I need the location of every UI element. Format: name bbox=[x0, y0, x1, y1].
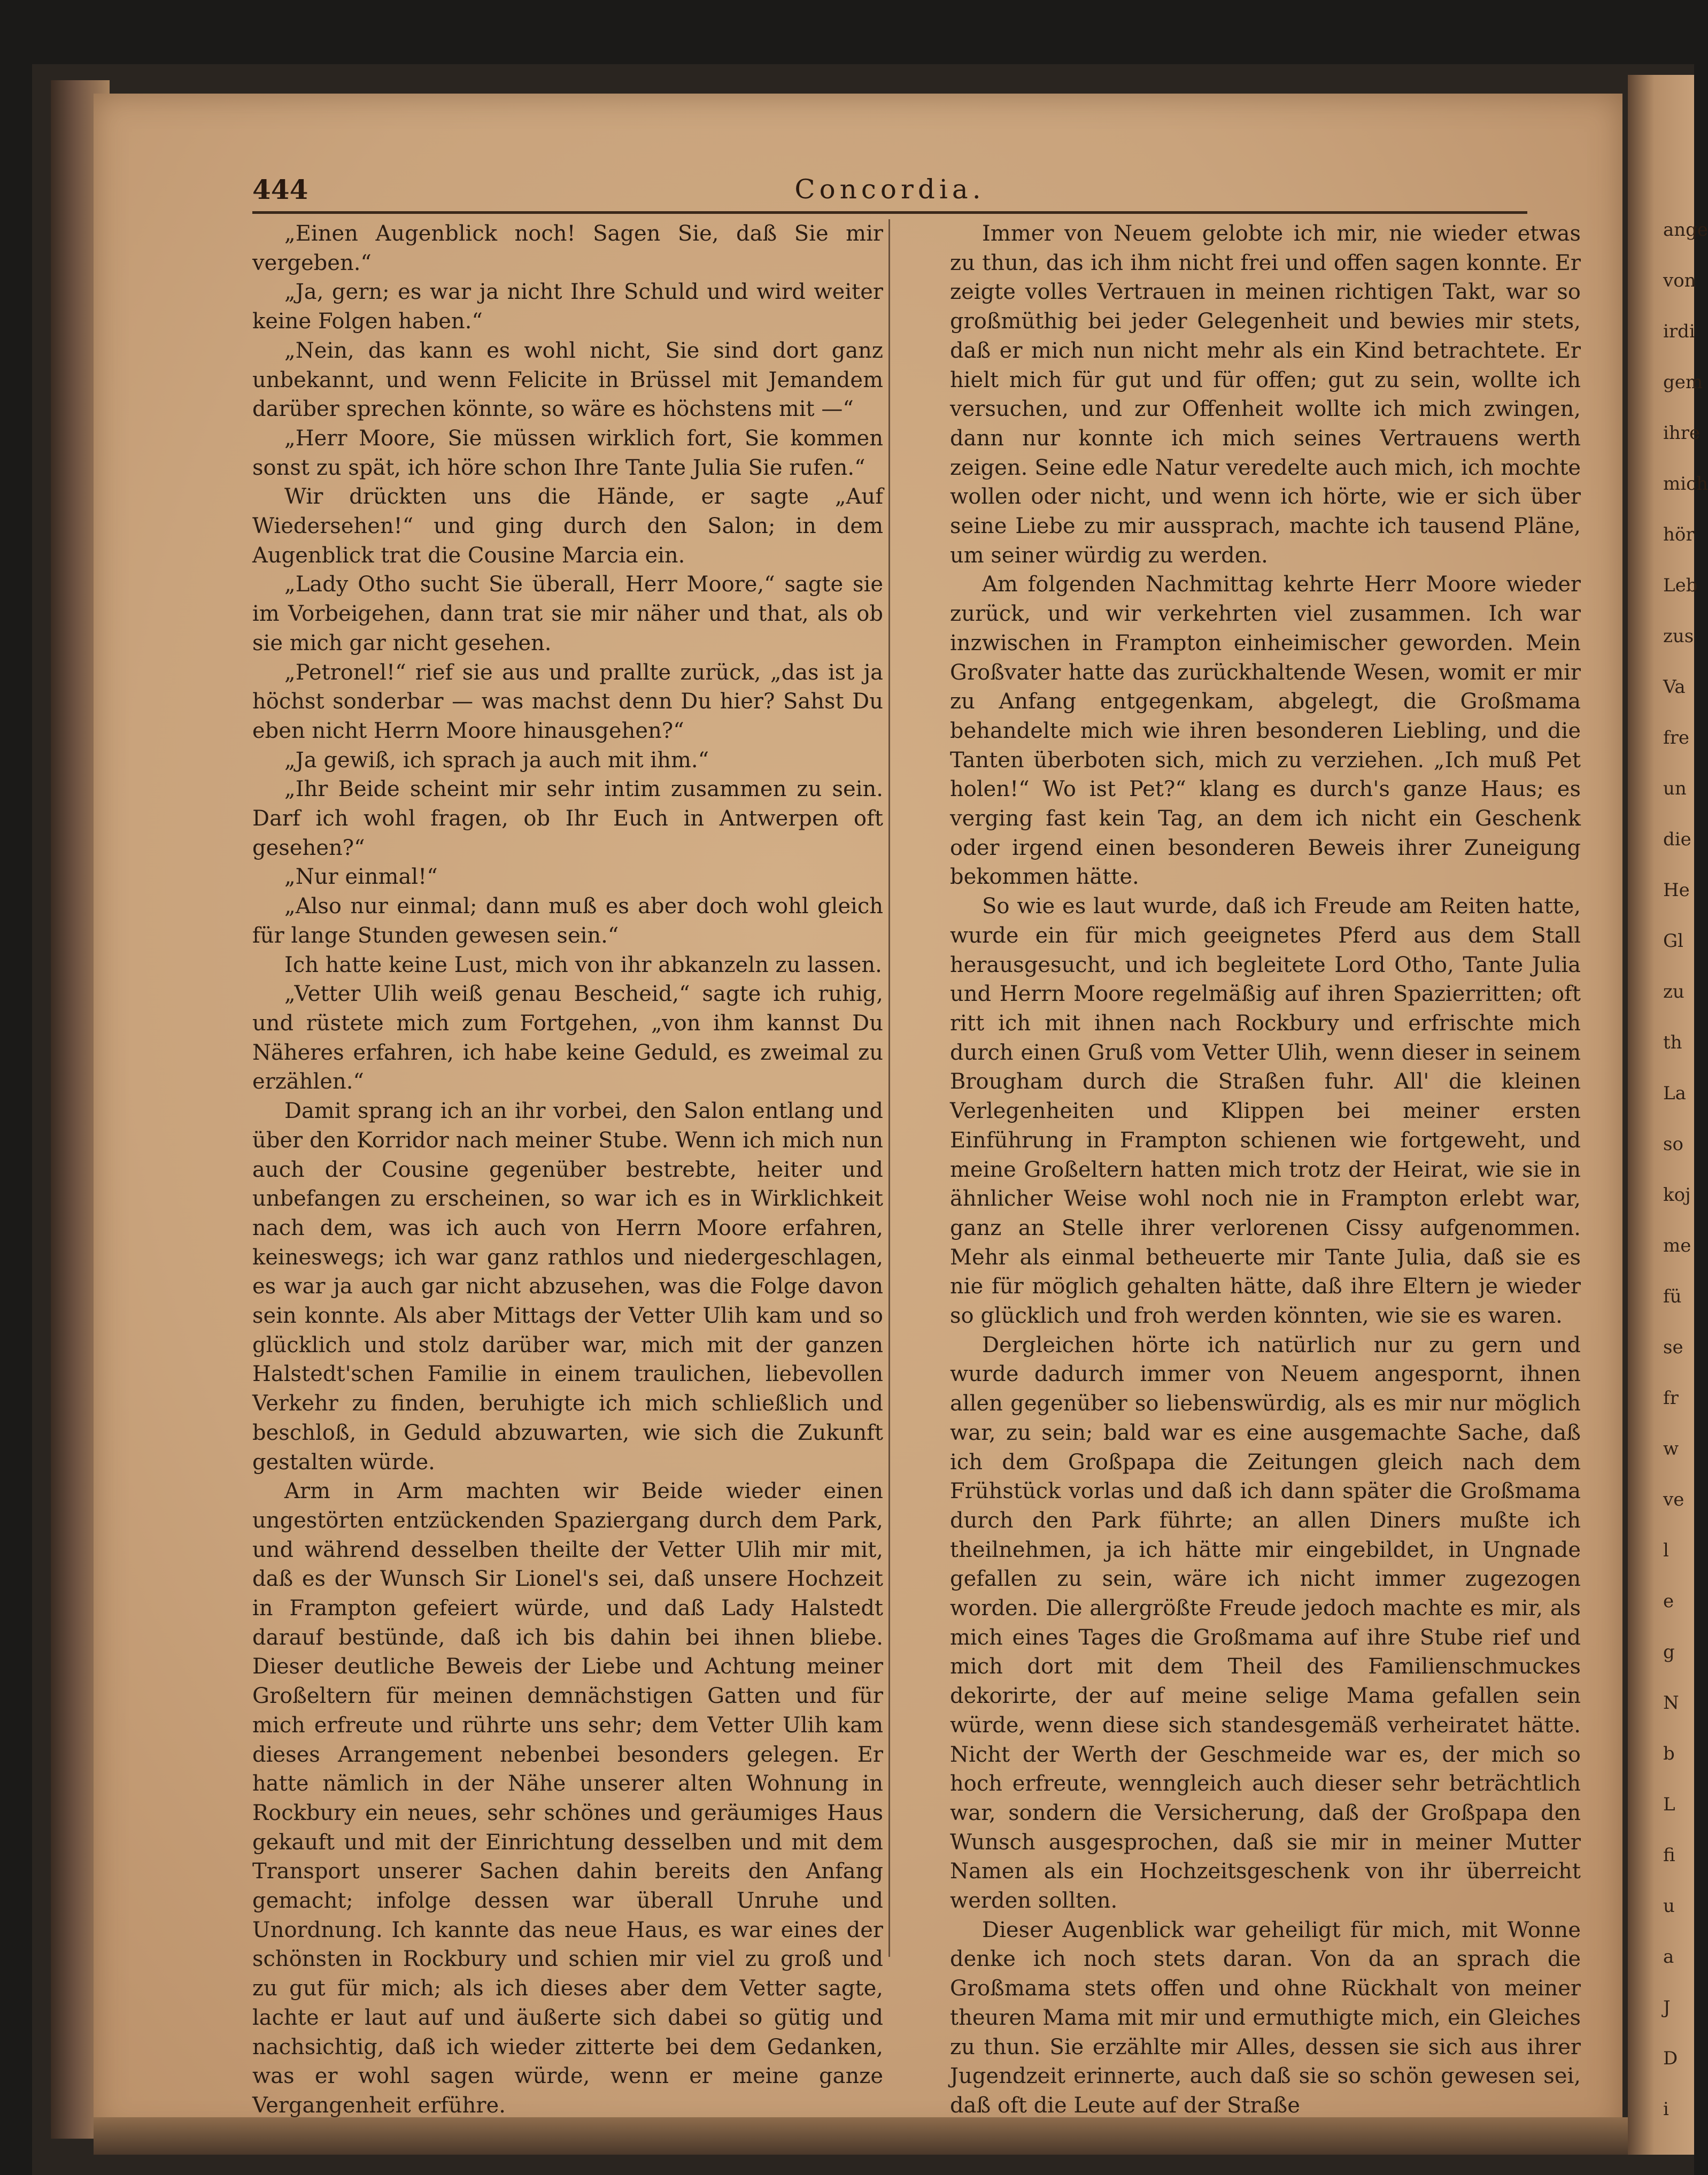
column-divider bbox=[888, 219, 890, 1957]
next-page-text-fragment: L bbox=[1663, 1794, 1675, 1815]
paragraph: Am folgenden Nachmittag kehrte Herr Moore wieder zurück, und wir verkehrten viel zusammen. Ich war inzwischen in Frampton einheimischer geworden. Mein Großvater hatte das zurückhaltende Wesen, womit er mir zu Anfang entgegenkam, abgelegt, die Großmama behandelte mich wie ihren besonderen Liebling, und die Tanten überboten sich, mich zu verziehen. „Ich muß Pet holen!“ Wo ist Pet?“ klang es durch's ganze Haus; es verging fast kein Tag, an dem ich nicht ein Geschenk oder irgend einen besonderen Beweis ihrer Zuneigung bekommen hätte. bbox=[950, 572, 1581, 890]
next-page-text-fragment: D bbox=[1663, 2048, 1678, 2069]
next-page-text-fragment: b bbox=[1663, 1743, 1675, 1764]
page-header bbox=[252, 174, 1527, 214]
next-page-text-fragment: Va bbox=[1663, 676, 1686, 698]
right-text-column bbox=[950, 219, 1581, 2118]
next-page-text-fragment: N bbox=[1663, 1692, 1679, 1714]
next-page-text-fragment: ange bbox=[1663, 219, 1708, 241]
next-page-text-fragment: ve bbox=[1663, 1489, 1684, 1510]
next-page-text-fragment: fr bbox=[1663, 1387, 1679, 1409]
next-page-text-fragment: zu bbox=[1663, 981, 1684, 1002]
next-page-text-fragment: w bbox=[1663, 1438, 1679, 1460]
next-page-text-fragment: a bbox=[1663, 1946, 1674, 1968]
paragraph: Ich hatte keine Lust, mich von ihr abkanzeln zu lassen. bbox=[284, 952, 882, 977]
next-page-text-fragment: l bbox=[1663, 1540, 1669, 1561]
next-page-text-fragment: hör bbox=[1663, 524, 1695, 545]
next-page-text-fragment: fre bbox=[1663, 727, 1689, 749]
page-bottom-edge bbox=[94, 2117, 1628, 2155]
next-page-text-fragment: irdi bbox=[1663, 321, 1695, 342]
paragraph: Dergleichen hörte ich natürlich nur zu gern und wurde dadurch immer von Neuem angespornt, ihnen allen gegenüber so liebenswürdig, als es mir nur möglich war, zu sein; bald war es eine ausgemachte Sache, daß ich dem Großpapa die Zeitungen gleich nach dem Frühstück vorlas und daß ich dann später die Großmama durch den Park führte; an allen Diners mußte ich theilnehmen, ja ich hätte mir eingebildet, in Ungnade gefallen zu sein, wäre ich nicht immer zugezogen worden. Die allergrößte Freude jedoch machte es mir, als mich eines Tages die Großmama auf ihre Stube rief und mich dort mit dem Theil des Familienschmuckes dekorirte, der auf meine selige Mama gefallen sein würde, wenn diese sich standesgemäß verheiratet hätte. Nicht der Werth der Geschmeide war es, der mich so hoch erfreute, wenngleich auch dieser sehr beträchtlich war, sondern die Versicherung, daß der Großpapa den Wunsch ausgesprochen, daß sie mir in meiner Mutter Namen als ein Hochzeitsgeschenk von ihr überreicht werden sollten. bbox=[950, 1332, 1581, 1914]
next-page-text-fragment: un bbox=[1663, 778, 1687, 799]
next-page-text-fragment: u bbox=[1663, 1895, 1675, 1917]
next-page-text-fragment: Gl bbox=[1663, 930, 1684, 952]
next-page-text-fragment: mich bbox=[1663, 473, 1708, 495]
paragraph: „Nein, das kann es wohl nicht, Sie sind dort ganz unbekannt, und wenn Felicite in Brüssel mit Jemandem darüber sprechen könnte, so wäre es höchstens mit —“ bbox=[252, 338, 883, 422]
next-page-text-fragment: gem bbox=[1663, 372, 1703, 393]
next-page-text-fragment: die bbox=[1663, 829, 1691, 850]
next-page-text-fragment: Leb bbox=[1663, 575, 1698, 596]
next-page-text-fragment: so bbox=[1663, 1133, 1683, 1155]
next-page-text-fragment: zus bbox=[1663, 626, 1694, 647]
next-page-text-fragment: th bbox=[1663, 1032, 1682, 1053]
next-page-text-fragment: me bbox=[1663, 1235, 1691, 1256]
next-page-text-fragment: He bbox=[1663, 880, 1690, 901]
running-title: Concordia. bbox=[794, 174, 985, 205]
next-page-text-fragment: J bbox=[1663, 1997, 1671, 2018]
next-page-text-fragment: e bbox=[1663, 1591, 1674, 1612]
next-page-text-fragment: fi bbox=[1663, 1845, 1675, 1866]
paragraph: Wir drückten uns die Hände, er sagte „Auf Wiedersehen!“ und ging durch den Salon; in dem Augenblick trat die Cousine Marcia ein. bbox=[252, 484, 883, 568]
paragraph: Damit sprang ich an ihr vorbei, den Salon entlang und über den Korridor nach meiner Stube. Wenn ich mich nun auch der Cousine gegenüber bestrebte, heiter und unbefangen zu erscheinen, so war ich es in Wirklichkeit nach dem, was ich auch von Herrn Moore erfahren, keineswegs; ich war ganz rathlos und niedergeschlagen, es war ja auch gar nicht abzusehen, was die Folge davon sein konnte. Als aber Mittags der Vetter Ulih kam und so glücklich und stolz darüber war, mich mit der ganzen Halstedt'schen Familie in einem traulichen, liebevollen Verkehr zu finden, beruhigte ich mich schließlich und beschloß, in Geduld abzuwarten, wie sich die Zukunft gestalten würde. bbox=[252, 1099, 883, 1475]
paragraph: „Nur einmal!“ bbox=[284, 865, 438, 890]
page-number: 444 bbox=[252, 174, 308, 205]
paragraph: „Ja gewiß, ich sprach ja auch mit ihm.“ bbox=[284, 747, 709, 773]
paragraph: „Petronel!“ rief sie aus und prallte zurück, „das ist ja höchst sonderbar — was machst denn Du hier? Sahst Du eben nicht Herrn Moore hinausgehen?“ bbox=[252, 660, 883, 743]
next-page-text-fragment: La bbox=[1663, 1083, 1686, 1104]
next-page-text-fragment: se bbox=[1663, 1337, 1683, 1358]
next-page-text-fragment: g bbox=[1663, 1641, 1675, 1663]
paragraph: „Ihr Beide scheint mir sehr intim zusammen zu sein. Darf ich wohl fragen, ob Ihr Euch in Antwerpen oft gesehen?“ bbox=[252, 777, 883, 860]
paragraph: So wie es laut wurde, daß ich Freude am Reiten hatte, wurde ein für mich geeignetes Pferd aus dem Stall herausgesucht, und ich begleitete Lord Otho, Tante Julia und Herrn Moore regelmäßig auf ihren Spazierritten; oft ritt ich mit ihnen nach Rockbury und erfrischte mich durch einen Gruß vom Vetter Ulih, wenn dieser in seinem Brougham durch die Straßen fuhr. All' die kleinen Verlegenheiten und Klippen bei meiner ersten Einführung in Frampton schienen wie fortgeweht, und meine Großeltern hatten mich trotz der Heirat, wie sie in ähnlicher Weise wohl noch nie in Frampton erlebt war, ganz an Stelle ihrer verlorenen Cissy aufgenommen. Mehr als einmal betheuerte mir Tante Julia, daß sie es nie für möglich gehalten hätte, daß ihre Eltern je wieder so glücklich und froh werden könnten, wie sie es waren. bbox=[950, 894, 1581, 1329]
paragraph: Immer von Neuem gelobte ich mir, nie wieder etwas zu thun, das ich ihm nicht frei und offen sagen konnte. Er zeigte volles Vertrauen in meinen richtigen Takt, war so großmüthig bei jeder Gelegenheit und bewies mir stets, daß er mich nun nicht mehr als ein Kind betrachtete. Er hielt mich für gut und für offen; gut zu sein, wollte ich versuchen, und zur Offenheit wollte ich mich zwingen, dann nur konnte ich mich seines Vertrauens werth zeigen. Seine edle Natur veredelte auch mich, ich mochte wollen oder nicht, und wenn ich hörte, wie er sich über seine Liebe zu mir aussprach, machte ich tausend Pläne, um seiner würdig zu werden. bbox=[950, 221, 1581, 568]
paragraph: „Ja, gern; es war ja nicht Ihre Schuld und wird weiter keine Folgen haben.“ bbox=[252, 280, 883, 334]
paragraph: „Lady Otho sucht Sie überall, Herr Moore,“ sagte sie im Vorbeigehen, dann trat sie mir näher und that, als ob sie mich gar nicht gesehen. bbox=[252, 572, 883, 655]
paragraph: „Einen Augenblick noch! Sagen Sie, daß Sie mir vergeben.“ bbox=[252, 221, 883, 275]
next-page-text-fragment: fü bbox=[1663, 1286, 1682, 1307]
next-page-edge bbox=[1628, 75, 1708, 2155]
next-page-text-fragment: ihre bbox=[1663, 422, 1701, 444]
next-page-text-fragment: von bbox=[1663, 270, 1696, 291]
next-page-text-fragment: i bbox=[1663, 2099, 1669, 2120]
paragraph: Dieser Augenblick war geheiligt für mich, mit Wonne denke ich noch stets daran. Von da an sprach die Großmama stets offen und ohne Rückhalt von meiner theuren Mama mit mir und ermuthigte mich, ein Gleiches zu thun. Sie erzählte mir Alles, dessen sie sich aus ihrer Jugendzeit erinnerte, auch daß sie so schön gewesen sei, daß oft die Leute auf der Straße bbox=[950, 1917, 1581, 2118]
next-page-text-fragment: koj bbox=[1663, 1184, 1691, 1206]
left-text-column bbox=[252, 219, 883, 2118]
paragraph: Arm in Arm machten wir Beide wieder einen ungestörten entzückenden Spaziergang durch dem Park, und während desselben theilte der Vetter Ulih mir mit, daß es der Wunsch Sir Lionel's sei, daß unsere Hochzeit in Frampton gefeiert würde, und daß Lady Halstedt darauf bestünde, daß ich bis dahin bei ihnen bliebe. Dieser deutliche Beweis der Liebe und Achtung meiner Großeltern für meinen demnächstigen Gatten und für mich erfreute und rührte uns sehr; dem Vetter Ulih kam dieses Arrangement nebenbei besonders gelegen. Er hatte nämlich in der Nähe unserer alten Wohnung in Rockbury ein neues, sehr schönes und geräumiges Haus gekauft und mit der Einrichtung desselben und mit dem Transport unserer Sachen dahin bereits den Anfang gemacht; infolge dessen war überall Unruhe und Unordnung. Ich kannte das neue Haus, es war eines der schönsten in Rockbury und schien mir viel zu groß und zu gut für mich; als ich dieses aber dem Vetter sagte, lachte er laut auf und äußerte sich dabei so gütig und nachsichtig, daß ich wieder zitterte bei dem Gedanken, was er wohl sagen würde, wenn er meine ganze Vergangenheit erführe. bbox=[252, 1479, 883, 2118]
paragraph: „Herr Moore, Sie müssen wirklich fort, Sie kommen sonst zu spät, ich höre schon Ihre Tante Julia Sie rufen.“ bbox=[252, 426, 883, 480]
paragraph: „Also nur einmal; dann muß es aber doch wohl gleich für lange Stunden gewesen sein.“ bbox=[252, 894, 883, 948]
paragraph: „Vetter Ulih weiß genau Bescheid,“ sagte ich ruhig, und rüstete mich zum Fortgehen, „von ihm kannst Du Näheres erfahren, ich habe keine Geduld, es zweimal zu erzählen.“ bbox=[252, 982, 883, 1094]
